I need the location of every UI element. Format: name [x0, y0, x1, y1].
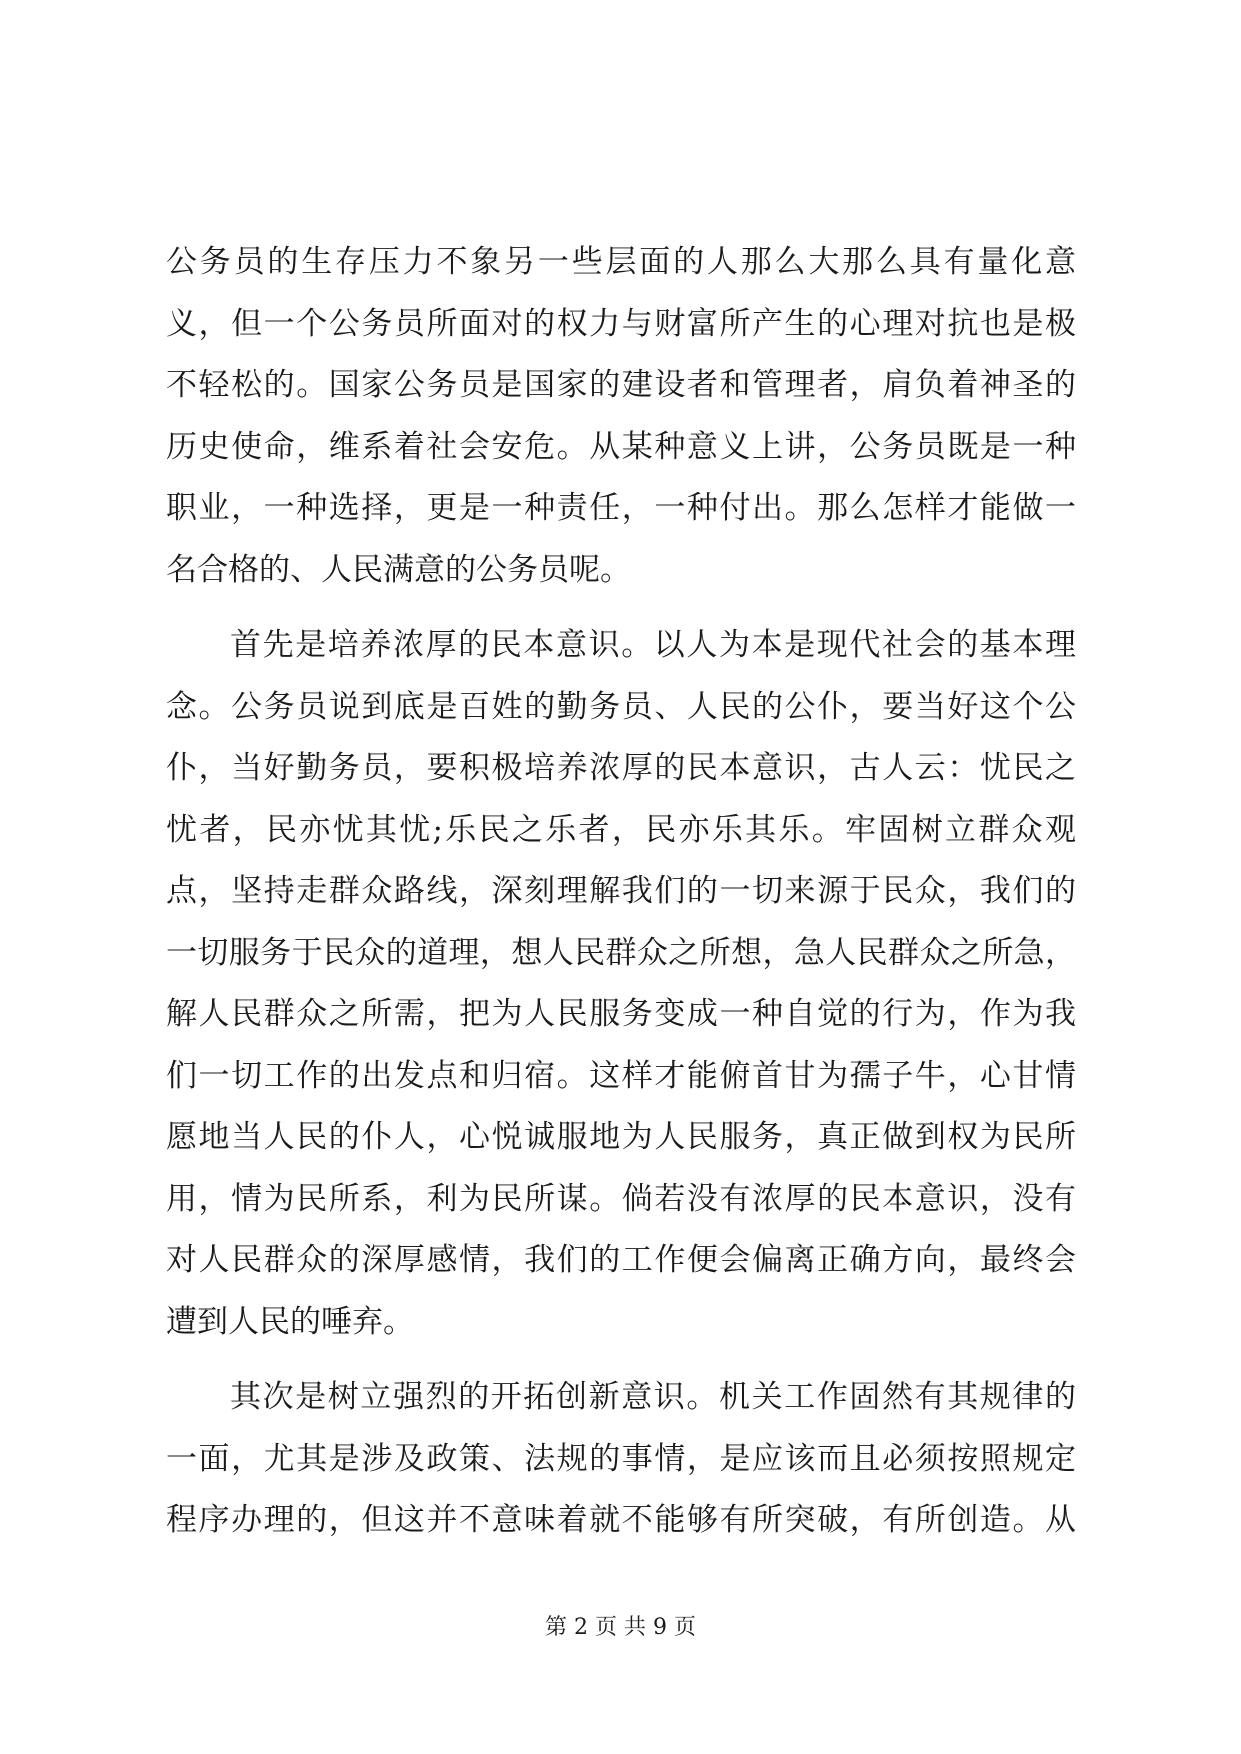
text-line: 名合格的、人民满意的公务员呢。	[166, 551, 631, 588]
text-line: 义，但一个公务员所面对的权力与财富所产生的心理对抗也是极	[166, 305, 1076, 342]
text-line: 遭到人民的唾弃。	[166, 1303, 414, 1340]
paragraph-spacer	[166, 1353, 1076, 1367]
text-line: 愿地当人民的仆人，心悦诚服地为人民服务，真正做到权为民所	[166, 1119, 1076, 1155]
text-line: 对人民群众的深厚感情，我们的工作便会偏离正确方向，最终会	[166, 1242, 1076, 1278]
text-line: 仆，当好勤务员，要积极培养浓厚的民本意识，古人云：忧民之	[166, 750, 1076, 786]
text-line: 念。公务员说到底是百姓的勤务员、人民的公仆，要当好这个公	[166, 688, 1076, 725]
text-line: 忧者，民亦忧其忧;乐民之乐者，民亦乐其乐。牢固树立群众观	[166, 811, 1076, 848]
text-line: 一面，尤其是涉及政策、法规的事情，是应该而且必须按照规定	[166, 1440, 1076, 1477]
text-line: 解人民群众之所需，把为人民服务变成一种自觉的行为，作为我	[166, 996, 1076, 1032]
page-number-footer: 第 2 页 共 9 页	[545, 1615, 696, 1640]
text-line: 职业，一种选择，更是一种责任，一种付出。那么怎样才能做一	[166, 490, 1076, 526]
paragraph-spacer	[166, 601, 1076, 615]
text-line: 们一切工作的出发点和归宿。这样才能俯首甘为孺子牛，心甘情	[166, 1057, 1076, 1094]
text-line: 其次是树立强烈的开拓创新意识。机关工作固然有其规律的	[230, 1379, 1076, 1415]
text-line: 点，坚持走群众路线，深刻理解我们的一切来源于民众，我们的	[166, 873, 1076, 909]
paragraph-1	[166, 232, 1076, 601]
text-line: 历史使命，维系着社会安危。从某种意义上讲，公务员既是一种	[166, 428, 1076, 465]
body-text	[166, 232, 1076, 1552]
text-line: 程序办理的，但这并不意味着就不能够有所突破，有所创造。从	[166, 1502, 1076, 1538]
text-line: 不轻松的。国家公务员是国家的建设者和管理者，肩负着神圣的	[166, 367, 1076, 403]
text-line: 首先是培养浓厚的民本意识。以人为本是现代社会的基本理	[230, 627, 1076, 663]
text-line: 一切服务于民众的道理，想人民群众之所想，急人民群众之所急，	[166, 934, 1076, 971]
text-line: 用，情为民所系，利为民所谋。倘若没有浓厚的民本意识，没有	[166, 1180, 1076, 1217]
text-line: 公务员的生存压力不象另一些层面的人那么大那么具有量化意	[166, 244, 1076, 280]
paragraph-2	[166, 615, 1076, 1353]
paragraph-3	[166, 1367, 1076, 1552]
